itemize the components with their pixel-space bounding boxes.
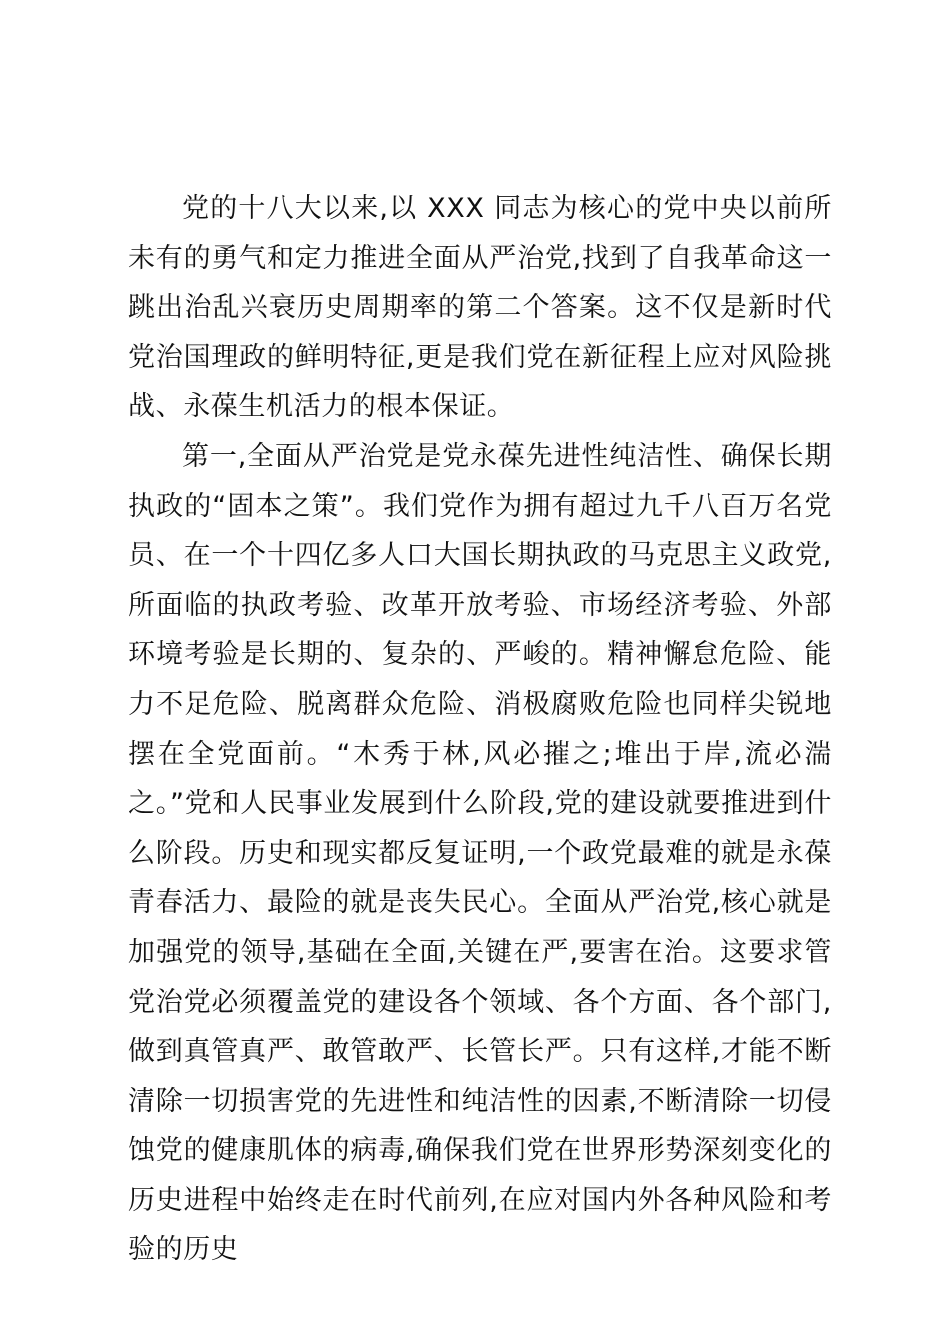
paragraph-first-point: 第一,全面从严治党是党永葆先进性纯洁性、确保长期执政的“固本之策”。我们党作为拥有超过九千八百万名党员、在一个十四亿多人口大国长期执政的马克思主义政党,所面临的执政考验、改革开放考验、市场经济考验、外部环境考验是长期的、复杂的、严峻的。精神懈怠危险、能力不足危险、脱离群众危险、消极腐败危险也同样尖锐地摆在全党面前。“木秀于林,风必摧之;堆出于岸,流必湍之。”党和人民事业发展到什么阶段,党的建设就要推进到什么阶段。历史和现实都反复证明,一个政党最难的就是永葆青春活力、最险的就是丧失民心。全面从严治党,核心就是加强党的领导,基础在全面,关键在严,要害在治。这要求管党治党必须覆盖党的建设各个领域、各个方面、各个部门,做到真管真严、敢管敢严、长管长严。只有这样,才能不断清除一切损害党的先进性和纯洁性的因素,不断清除一切侵蚀党的健康肌体的病毒,确保我们党在世界形势深刻变化的历史进程中始终走在时代前列,在应对国内外各种风险和考验的历史 bbox=[128, 440, 832, 1266]
paragraph-intro: 党的十八大以来,以 XXX 同志为核心的党中央以前所未有的勇气和定力推进全面从严治党,找到了自我革命这一跳出治乱兴衰历史周期率的第二个答案。这不仅是新时代党治国理政的鲜明特征,更是我们党在新征程上应对风险挑战、永葆生机活力的根本保证。 bbox=[128, 193, 832, 423]
document-body bbox=[128, 184, 832, 1275]
